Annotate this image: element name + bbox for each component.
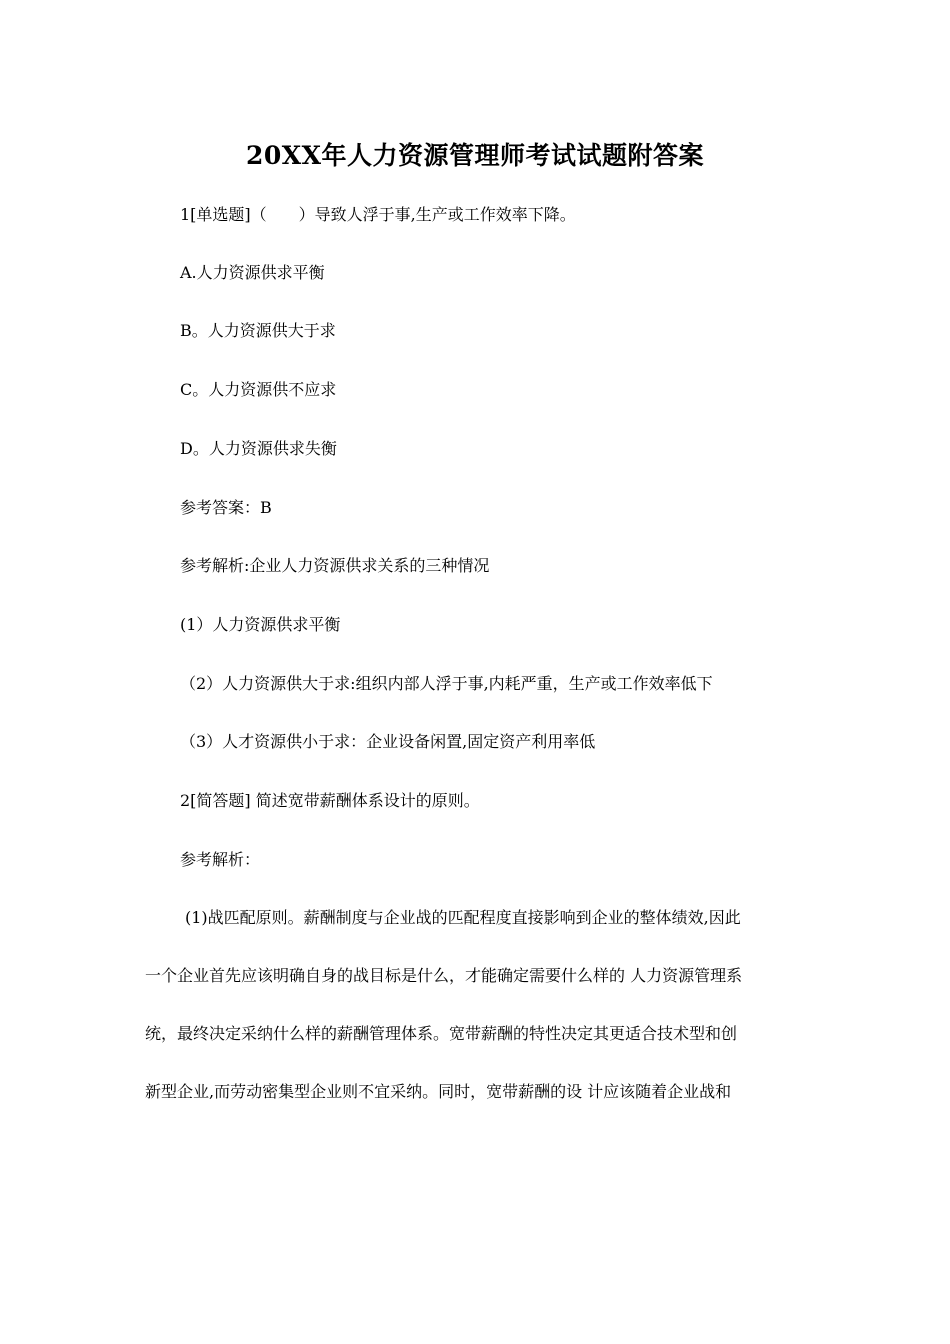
paragraph-line: (1)战匹配原则。薪酬制度与企业战的匹配程度直接影响到企业的整体绩效,因此 [185,908,741,927]
q1-analysis-item-2: （2）人力资源供大于求:组织内部人浮于事,内耗严重，生产或工作效率低下 [180,674,713,693]
q2-question: 2[简答题] 简述宽带薪酬体系设计的原则。 [180,791,480,810]
q2-analysis-label: 参考解析： [180,850,261,869]
document-title: 20XX年人力资源管理师考试试题附答案 [245,141,705,170]
q1-option-a: A.人力资源供求平衡 [180,263,325,282]
paragraph-line: 新型企业,而劳动密集型企业则不宜采纳。同时，宽带薪酬的设 计应该随着企业战和 [145,1082,732,1101]
q1-option-b: B。人力资源供大于求 [180,321,336,340]
paragraph-line: 统，最终决定采纳什么样的薪酬管理体系。宽带薪酬的特性决定其更适合技术型和创 [145,1024,738,1043]
q1-analysis-title: 参考解析:企业人力资源供求关系的三种情况 [180,556,490,575]
q1-answer: 参考答案：B [180,498,272,517]
q1-option-d: D。人力资源供求失衡 [180,439,337,458]
q1-analysis-item-1: (1）人力资源供求平衡 [180,615,341,634]
q1-option-c: C。人力资源供不应求 [180,380,337,399]
q2-analysis-paragraph [145,907,805,1139]
q1-question: 1[单选题]（ ）导致人浮于事,生产或工作效率下降。 [180,205,576,224]
paragraph-line: 一个企业首先应该明确自身的战目标是什么，才能确定需要什么样的 人力资源管理系 [145,966,743,985]
q1-analysis-item-3: （3）人才资源供小于求：企业设备闲置,固定资产利用率低 [180,732,596,751]
